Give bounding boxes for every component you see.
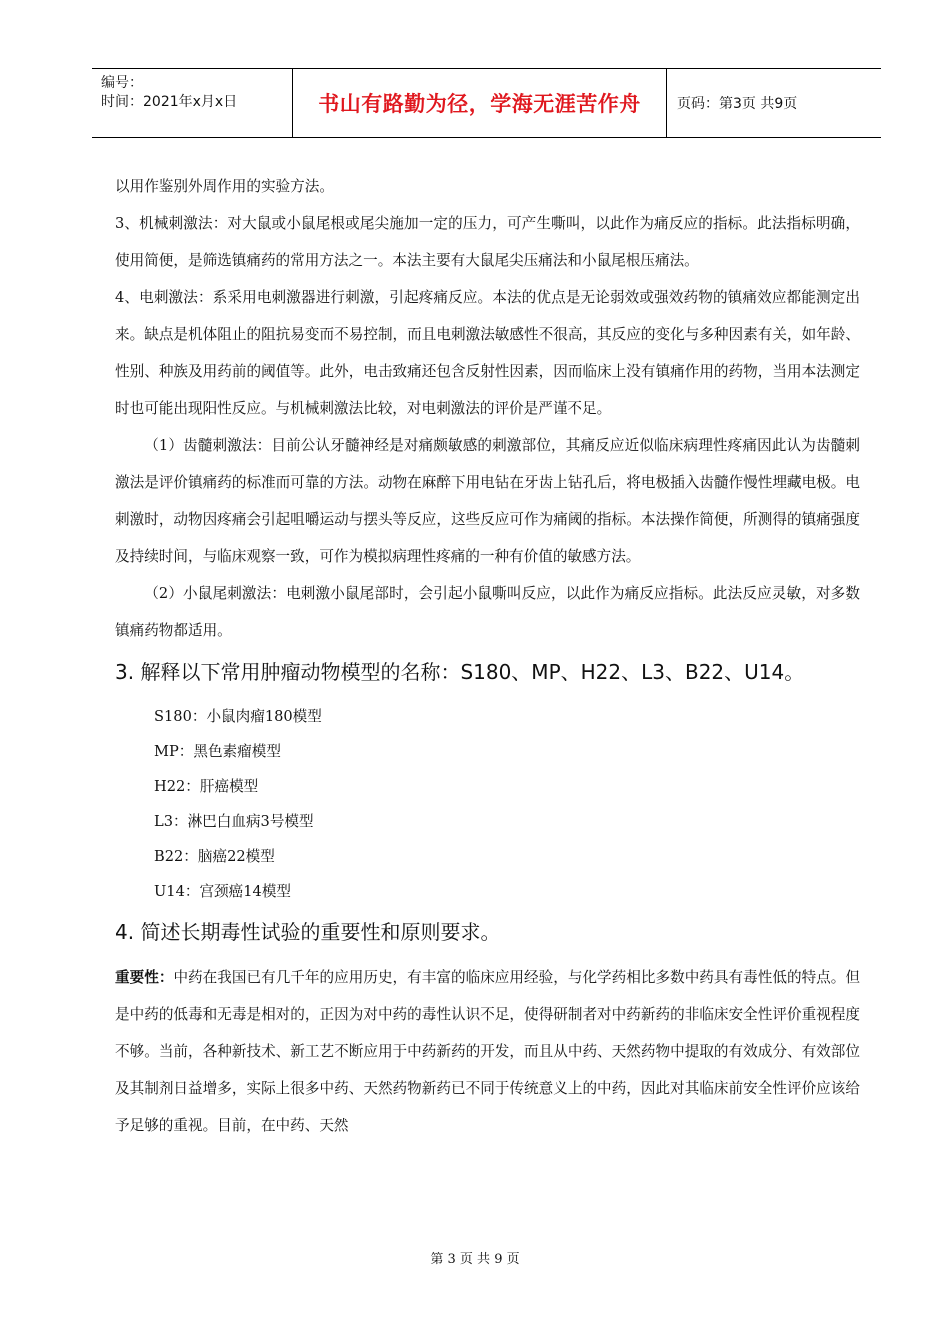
list-item: H22：肝癌模型 [154,778,259,795]
list-item: B22：脑癌22模型 [154,848,275,865]
importance-text: 中药在我国已有几千年的应用历史，有丰富的临床应用经验，与化学药相比多数中药具有毒性低的特点。但是中药的低毒和无毒是相对的，正因为对中药的毒性认识不足，使得研制者对中药新药的非临床安全性评价重视程度不够。当前，各种新技术、新工艺不断应用于中药新药的开发，而且从中药、天然药物中提取的有效成分、有效部位及其制剂日益增多，实际上很多中药、天然药物新药已不同于传统意义上的中药，因此对其临床前安全性评价应该给予足够的重视。目前，在中药、天然 [115,969,860,1134]
section-heading-4: 4. 简述长期毒性试验的重要性和原则要求。 [115,920,501,944]
page-footer: 第 3 页 共 9 页 [430,1252,520,1267]
header-info-cell [92,69,293,137]
header-motto: 书山有路勤为径，学海无涯苦作舟 [318,92,641,116]
header-motto-cell [293,69,667,137]
header-number-label: 编号： [101,75,143,91]
header-page-cell [667,69,881,137]
header-time-label: 时间：2021年x月x日 [101,94,238,110]
paragraph-mechanical-stimulation: 3、机械刺激法：对大鼠或小鼠尾根或尾尖施加一定的压力，可产生嘶叫，以此作为痛反应的指标。此法指标明确，使用简便，是筛选镇痛药的常用方法之一。本法主要有大鼠尾尖压痛法和小鼠尾根压痛法。 [115,215,860,269]
list-item: L3：淋巴白血病3号模型 [154,813,314,830]
paragraph-electrical-stimulation: 4、电刺激法：系采用电刺激器进行刺激，引起疼痛反应。本法的优点是无论弱效或强效药物的镇痛效应都能测定出来。缺点是机体阻止的阻抗易变而不易控制，而且电刺激法敏感性不很高，其反应的变化与多种因素有关，如年龄、性别、种族及用药前的阈值等。此外，电击致痛还包含反射性因素，因而临床上没有镇痛作用的药物，当用本法测定时也可能出现阳性反应。与机械刺激法比较，对电刺激法的评价是严谨不足。 [115,289,860,417]
paragraph-dental-pulp: （1）齿髓刺激法：目前公认牙髓神经是对痛颇敏感的刺激部位，其痛反应近似临床病理性疼痛因此认为齿髓刺激法是评价镇痛药的标准而可靠的方法。动物在麻醉下用电钻在牙齿上钻孔后，将电极插入齿髓作慢性埋藏电极。电刺激时，动物因疼痛会引起咀嚼运动与摆头等反应，这些反应可作为痛阈的指标。本法操作简便，所测得的镇痛强度及持续时间，与临床观察一致，可作为模拟病理性疼痛的一种有价值的敏感方法。 [115,437,860,565]
document-body [115,168,860,1144]
paragraph-mouse-tail: （2）小鼠尾刺激法：电刺激小鼠尾部时，会引起小鼠嘶叫反应，以此作为痛反应指标。此法反应灵敏，对多数镇痛药物都适用。 [115,585,860,639]
list-item: U14：宫颈癌14模型 [154,883,292,900]
list-item: MP：黑色素瘤模型 [154,743,281,760]
importance-label: 重要性： [115,969,174,986]
page-header [92,68,881,138]
paragraph-importance [115,959,860,1144]
section-heading-3: 3. 解释以下常用肿瘤动物模型的名称：S180、MP、H22、L3、B22、U14。 [115,660,805,684]
header-page-label: 页码：第3页 共9页 [677,96,798,112]
paragraph: 以用作鉴别外周作用的实验方法。 [115,178,334,195]
list-item: S180：小鼠肉瘤180模型 [154,708,322,725]
